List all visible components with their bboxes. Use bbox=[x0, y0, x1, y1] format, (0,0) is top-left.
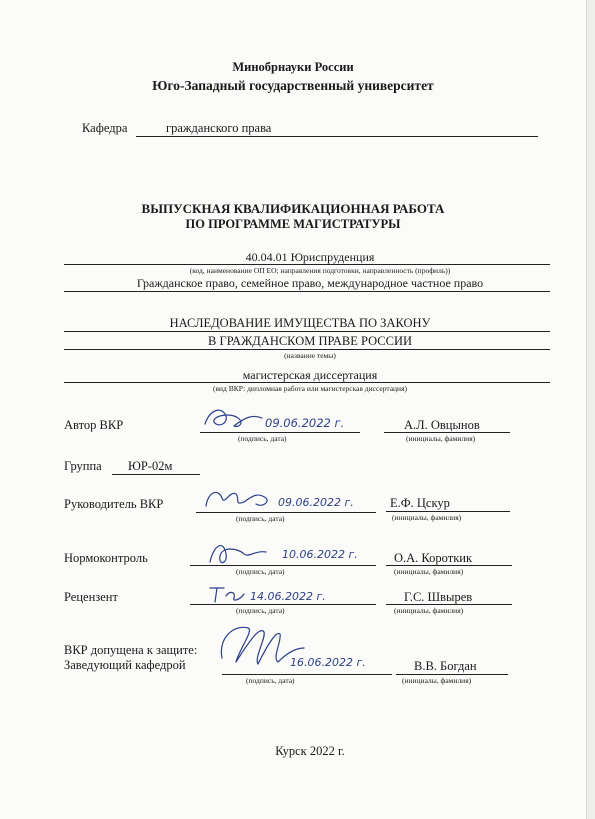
topic-line1-underline bbox=[64, 331, 550, 332]
topic-caption: (название темы) bbox=[284, 351, 336, 360]
department-value: гражданского права bbox=[166, 121, 272, 135]
normcontrol-name: О.А. Короткик bbox=[394, 551, 473, 565]
reviewer-name-caption: (инициалы, фамилия) bbox=[394, 606, 464, 615]
reviewer-label: Рецензент bbox=[64, 590, 118, 604]
work-title-line2: ПО ПРОГРАММЕ МАГИСТРАТУРЫ bbox=[185, 217, 401, 231]
supervisor-date: 09.06.2022 г. bbox=[278, 496, 354, 509]
reviewer-sign-underline bbox=[190, 604, 376, 605]
group-underline bbox=[112, 474, 200, 475]
program-code-caption: (код, наименование ОП ЕО; направления подготовки, направленность (профиль)) bbox=[189, 266, 451, 275]
author-name-underline bbox=[384, 432, 510, 433]
reviewer-name-underline bbox=[386, 604, 512, 605]
supervisor-name-underline bbox=[386, 511, 510, 512]
author-signature bbox=[200, 404, 270, 434]
reviewer-date: 14.06.2022 г. bbox=[250, 590, 326, 603]
reviewer-sign-caption: (подпись, дата) bbox=[236, 606, 285, 615]
group-label: Группа bbox=[64, 459, 102, 473]
admission-sign-underline bbox=[222, 674, 392, 675]
normcontrol-sign-underline bbox=[190, 565, 376, 566]
author-name: А.Л. Овцынов bbox=[404, 418, 480, 432]
normcontrol-name-caption: (инициалы, фамилия) bbox=[394, 567, 464, 576]
program-code: 40.04.01 Юриспруденция bbox=[245, 250, 375, 264]
admission-date: 16.06.2022 г. bbox=[290, 656, 366, 669]
work-kind-underline bbox=[64, 382, 550, 383]
supervisor-name: Е.Ф. Цскур bbox=[390, 496, 450, 510]
author-label: Автор ВКР bbox=[64, 418, 124, 432]
ministry-name: Минобрнауки России bbox=[232, 60, 354, 74]
city-year: Курск 2022 г. bbox=[275, 744, 345, 758]
author-name-caption: (инициалы, фамилия) bbox=[406, 434, 476, 443]
supervisor-label: Руководитель ВКР bbox=[64, 497, 164, 511]
admission-label-line1: ВКР допущена к защите: bbox=[64, 643, 198, 657]
author-sign-underline bbox=[200, 432, 360, 433]
supervisor-sign-underline bbox=[196, 512, 376, 513]
supervisor-name-caption: (инициалы, фамилия) bbox=[392, 513, 462, 522]
admission-name: В.В. Богдан bbox=[414, 659, 477, 673]
work-kind: магистерская диссертация bbox=[242, 368, 378, 382]
topic-line2: В ГРАЖДАНСКОМ ПРАВЕ РОССИИ bbox=[208, 334, 412, 348]
work-kind-caption: (вид ВКР: дипломная работа или магистерская диссертация) bbox=[212, 384, 408, 393]
group-value: ЮР-02м bbox=[128, 459, 173, 473]
normcontrol-date: 10.06.2022 г. bbox=[282, 548, 358, 561]
admission-name-underline bbox=[396, 674, 508, 675]
program-profile: Гражданское право, семейное право, международное частное право bbox=[136, 276, 484, 290]
program-code-underline bbox=[64, 264, 550, 265]
department-label: Кафедра bbox=[82, 121, 128, 135]
author-date: 09.06.2022 г. bbox=[265, 416, 345, 430]
author-sign-caption: (подпись, дата) bbox=[238, 434, 287, 443]
topic-line2-underline bbox=[64, 349, 550, 350]
admission-sign-caption: (подпись, дата) bbox=[246, 676, 295, 685]
normcontrol-sign-caption: (подпись, дата) bbox=[236, 567, 285, 576]
admission-name-caption: (инициалы, фамилия) bbox=[402, 676, 472, 685]
normcontrol-label: Нормоконтроль bbox=[64, 551, 148, 565]
normcontrol-name-underline bbox=[386, 565, 512, 566]
program-profile-underline bbox=[64, 291, 550, 292]
supervisor-signature bbox=[200, 484, 280, 514]
reviewer-name: Г.С. Швырев bbox=[404, 590, 473, 604]
department-underline bbox=[136, 136, 538, 137]
topic-line1: НАСЛЕДОВАНИЕ ИМУЩЕСТВА ПО ЗАКОНУ bbox=[169, 316, 431, 330]
university-name: Юго-Западный государственный университет bbox=[152, 78, 434, 93]
reviewer-signature bbox=[206, 582, 250, 606]
admission-label-line2: Заведующий кафедрой bbox=[64, 658, 186, 672]
supervisor-sign-caption: (подпись, дата) bbox=[236, 514, 285, 523]
work-title-line1: ВЫПУСКНАЯ КВАЛИФИКАЦИОННАЯ РАБОТА bbox=[141, 201, 445, 216]
